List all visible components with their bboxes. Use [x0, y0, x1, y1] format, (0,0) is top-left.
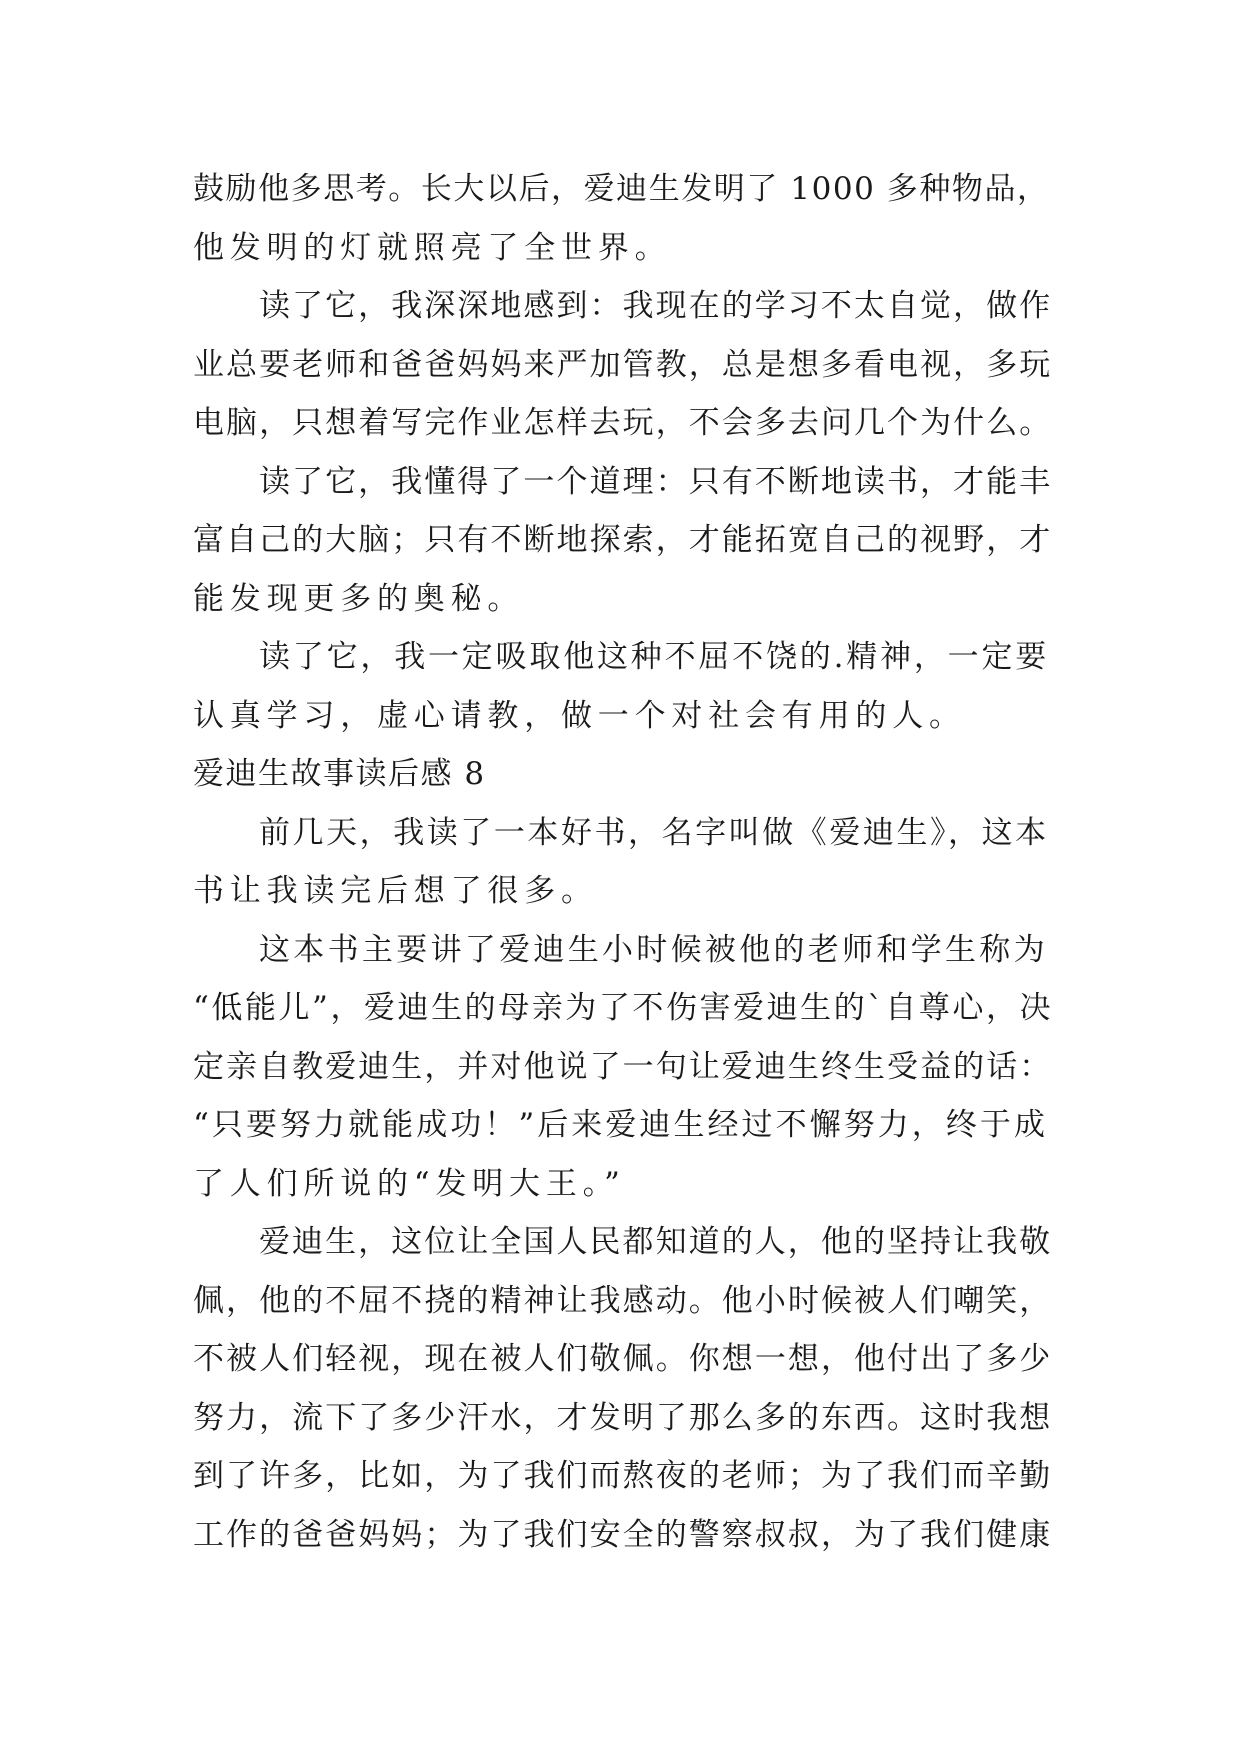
text-line: 不被人们轻视，现在被人们敬佩。你想一想，他付出了多少 — [193, 1341, 1053, 1377]
text-line: 电脑，只想着写完作业怎样去玩，不会多去问几个为什么。 — [193, 405, 1053, 441]
text-line: 工作的爸爸妈妈；为了我们安全的警察叔叔，为了我们健康 — [193, 1516, 1053, 1553]
document-body — [193, 160, 1053, 1564]
text-line: 富自己的大脑；只有不断地探索，才能拓宽自己的视野，才 — [193, 522, 1053, 558]
text-line: 努力，流下了多少汗水，才发明了那么多的东西。这时我想 — [193, 1399, 1053, 1436]
text-line: 定亲自教爱迪生，并对他说了一句让爱迪生终生受益的话： — [193, 1048, 1053, 1085]
paragraph-start-line: 读了它，我懂得了一个道理：只有不断地读书，才能丰 — [259, 463, 1053, 500]
paragraph-start-line: 这本书主要讲了爱迪生小时候被他的老师和学生称为 — [259, 931, 1048, 968]
paragraph-start-line: 读了它，我一定吸取他这种不屈不饶的.精神，一定要 — [259, 639, 1050, 675]
section-heading: 爱迪生故事读后感 8 — [193, 756, 486, 792]
text-line: 到了许多，比如，为了我们而熬夜的老师；为了我们而辛勤 — [193, 1458, 1053, 1494]
text-line: “低能儿”，爱迪生的母亲为了不伤害爱迪生的`自尊心，决 — [193, 990, 1054, 1026]
text-line: 能发现更多的奥秘。 — [193, 580, 525, 617]
text-line: 业总要老师和爸爸妈妈来严加管教，总是想多看电视，多玩 — [193, 346, 1053, 383]
paragraph-start-line: 读了它，我深深地感到：我现在的学习不太自觉，做作 — [259, 288, 1053, 324]
text-line: 认真学习，虚心请教，做一个对社会有用的人。 — [193, 697, 966, 734]
text-line: 书让我读完后想了很多。 — [193, 873, 598, 909]
text-line: 他发明的灯就照亮了全世界。 — [193, 229, 672, 266]
text-line: “只要努力就能成功！”后来爱迪生经过不懈努力，终于成 — [193, 1107, 1048, 1143]
text-line: 鼓励他多思考。长大以后，爱迪生发明了 1000 多种物品， — [193, 171, 1050, 207]
text-line: 了人们所说的“发明大王。” — [193, 1165, 626, 1202]
paragraph-start-line: 爱迪生，这位让全国人民都知道的人，他的坚持让我敬 — [259, 1224, 1053, 1260]
text-line: 佩，他的不屈不挠的精神让我感动。他小时候被人们嘲笑， — [193, 1282, 1053, 1319]
paragraph-start-line: 前几天，我读了一本好书，名字叫做《爱迪生》，这本 — [259, 814, 1049, 851]
